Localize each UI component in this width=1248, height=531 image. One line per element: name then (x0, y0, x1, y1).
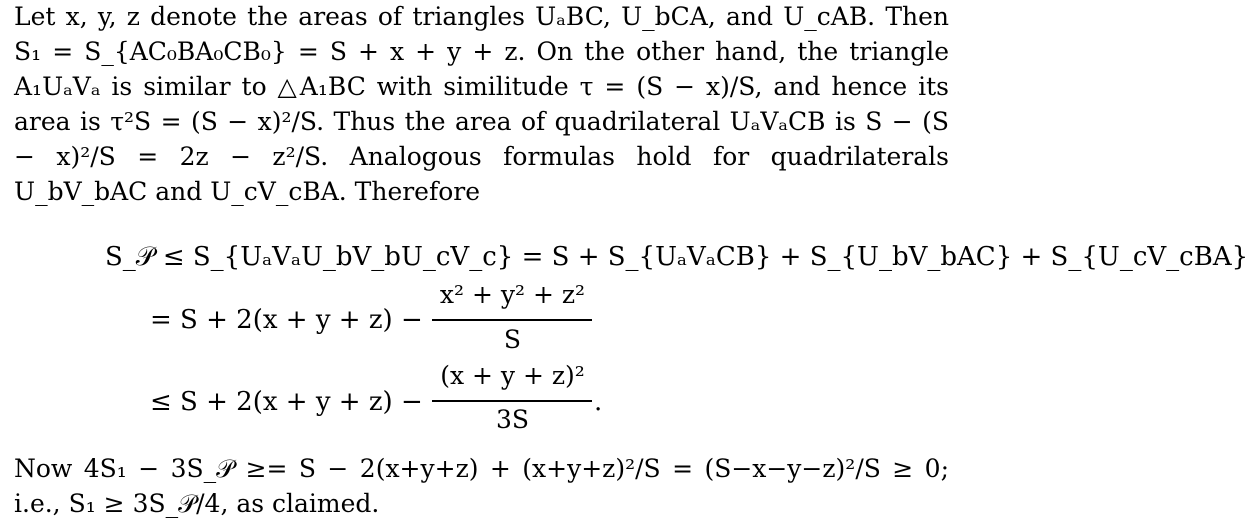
proof-paragraph-conclusion: Now 4S₁ − 3S_𝒫 ≥= S − 2(x+y+z) + (x+y+z)²/S = (S−x−y−z)²/S ≥ 0; i.e., S₁ ≥ 3S_𝒫/4, as claimed. (14, 454, 949, 518)
proof-paragraph-setup: Let x, y, z denote the areas of triangles UₐBC, U_bCA, and U_cAB. Then S₁ = S_{AC₀BA₀CB₀} = S + x + y + z. On the other hand, the triangle A₁UₐVₐ is similar to △A₁BC with similitude τ = (S − x)/S, and hence its area is τ²S = (S − x)²/S. Thus the area of quadrilateral UₐVₐCB is S − (S − x)²/S = 2z − z²/S. Analogous formulas hold for quadrilaterals U_bV_bAC and U_cV_cBA. Therefore (14, 2, 949, 206)
equation-line-1: S_𝒫 ≤ S_{UₐVₐU_bV_bU_cV_c} = S + S_{UₐVₐCB} + S_{U_bV_bAC} + S_{U_cV_cBA} (105, 242, 1248, 272)
equation-line-3-lead: ≤ S + 2(x + y + z) − (150, 387, 423, 417)
fraction-2-numerator: (x + y + z)² (440, 361, 585, 390)
fraction-2-bar (432, 400, 592, 402)
fraction-1-numerator: x² + y² + z² (439, 280, 586, 309)
fraction-1-bar (432, 319, 592, 321)
equation-end-period: . (594, 387, 603, 417)
fraction-2-denominator: 3S (495, 405, 530, 434)
equation-line-2-lead: = S + 2(x + y + z) − (150, 305, 423, 335)
fraction-1-denominator: S (503, 325, 522, 354)
